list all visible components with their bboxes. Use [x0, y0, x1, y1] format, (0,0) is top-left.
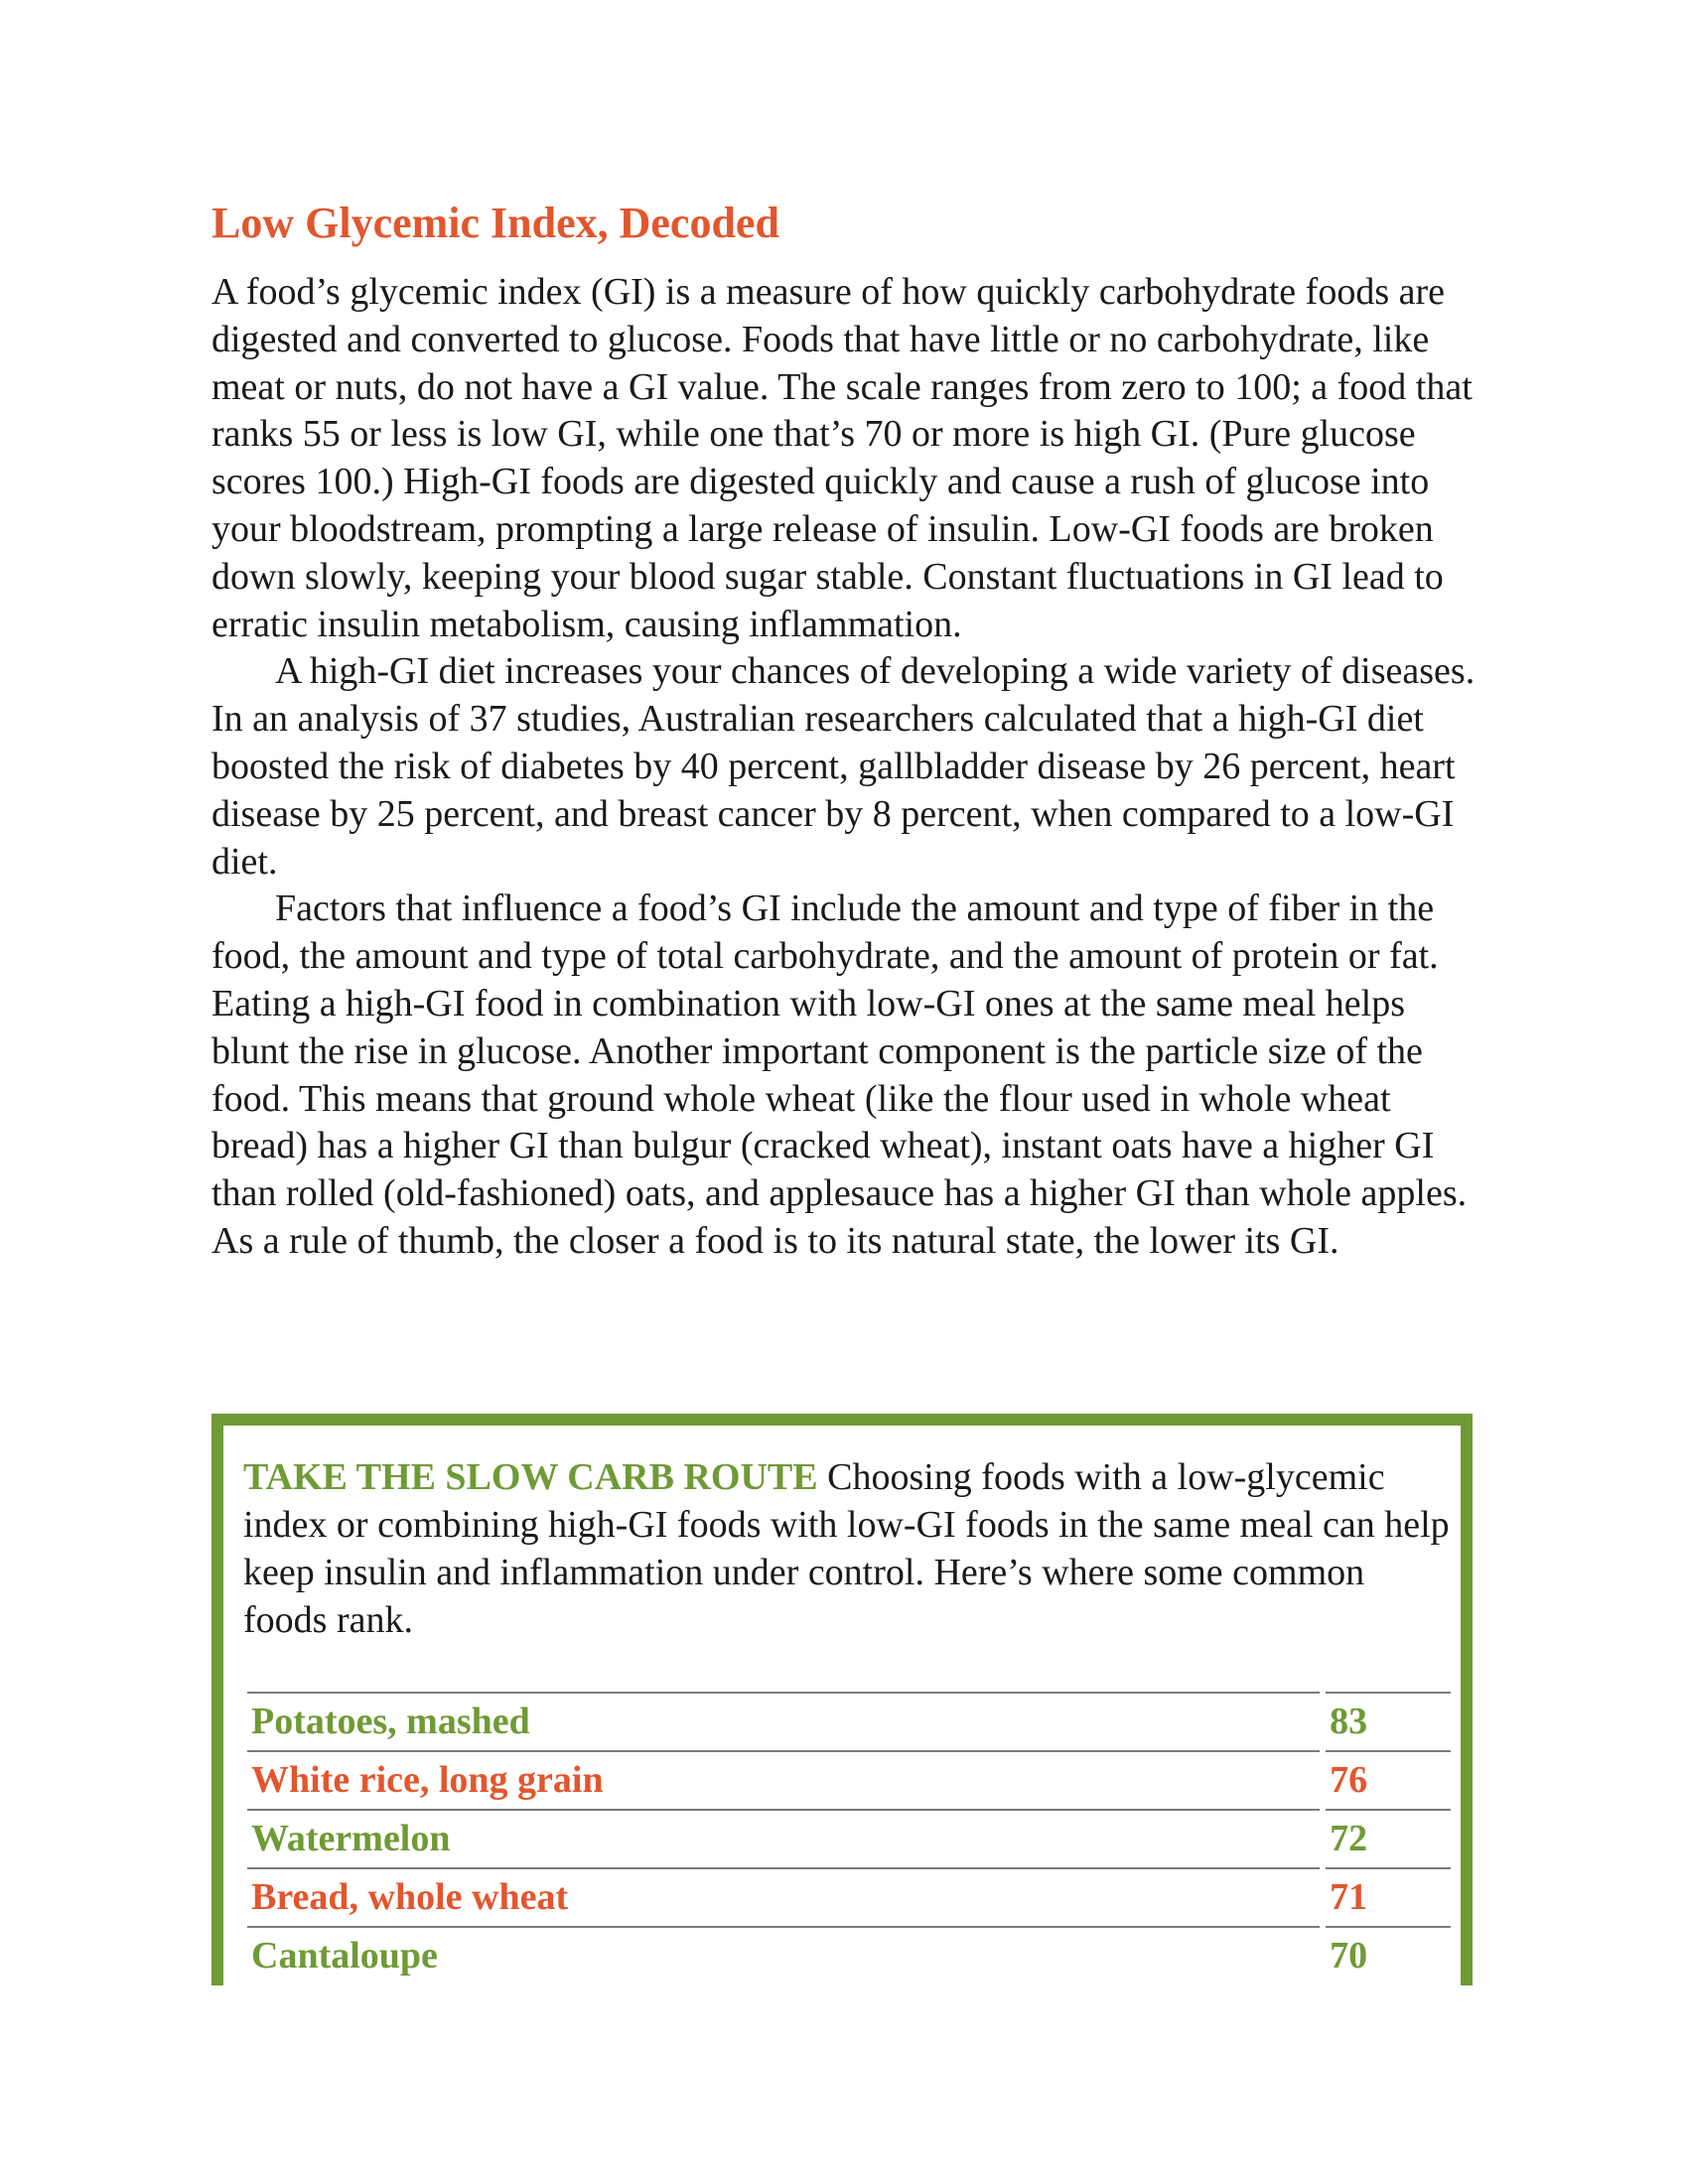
gi-value: 76: [1326, 1751, 1451, 1810]
article-paragraph-1: A food’s glycemic index (GI) is a measure of how quickly carbohydrate foods are digested and converted to glucose. Foods that have little or no carbohydrate, like meat or nuts, do not have a GI value. The scale ranges from zero to 100; a food that ranks 55 or less is low GI, while one that’s 70 or more is high GI. (Pure glucose scores 100.) High-GI foods are digested quickly and cause a rush of glucose into your bloodstream, prompting a large release of insulin. Low-GI foods are broken down slowly, keeping your blood sugar stable. Constant fluctuations in GI lead to erratic insulin metabolism, causing inflammation.: [211, 271, 1473, 645]
article: [211, 194, 1477, 1266]
food-name: White rice, long grain: [247, 1751, 1320, 1810]
article-paragraph-3: Factors that influence a food’s GI include the amount and type of fiber in the food, the amount and type of total carbohydrate, and the amount of protein or fat. Eating a high-GI food in combination with low-GI ones at the same meal helps blunt the rise in glucose. Another important component is the particle size of the food. This means that ground whole wheat (like the flour used in whole wheat bread) has a higher GI than bulgur (cracked wheat), instant oats have a higher GI than rolled (old-fashioned) oats, and applesauce has a higher GI than whole apples. As a rule of thumb, the closer a food is to its natural state, the lower its GI.: [211, 887, 1468, 1262]
food-name: Bread, whole wheat: [247, 1868, 1320, 1927]
table-row: [247, 1751, 1451, 1810]
article-title: Low Glycemic Index, Decoded: [211, 199, 779, 247]
food-name: Potatoes, mashed: [247, 1693, 1320, 1751]
sidebar-body-text: Choosing foods with a low-glycemic index or combining high-GI foods with low-GI foods in the same meal can help keep insulin and inflammation under control. Here’s where some common foods rank.: [243, 1456, 1450, 1641]
food-name: Cantaloupe: [247, 1927, 1320, 1984]
table-row: [247, 1693, 1451, 1751]
slow-carb-sidebar: [211, 1414, 1473, 1985]
gi-value: 72: [1326, 1810, 1451, 1868]
gi-table: [247, 1692, 1451, 1984]
gi-value: 71: [1326, 1868, 1451, 1927]
gi-value: 70: [1326, 1927, 1451, 1984]
sidebar-intro: [243, 1453, 1450, 1644]
gi-value: 83: [1326, 1693, 1451, 1751]
table-row: [247, 1810, 1451, 1868]
sidebar-heading: TAKE THE SLOW CARB ROUTE: [243, 1456, 818, 1498]
food-name: Watermelon: [247, 1810, 1320, 1868]
table-row: [247, 1868, 1451, 1927]
article-paragraph-2: A high-GI diet increases your chances of developing a wide variety of diseases. In an analysis of 37 studies, Australian researchers calculated that a high-GI diet boosted the risk of diabetes by 40 percent, gallbladder disease by 26 percent, heart disease by 25 percent, and breast cancer by 8 percent, when compared to a low-GI diet.: [211, 650, 1476, 883]
table-row: [247, 1927, 1451, 1984]
